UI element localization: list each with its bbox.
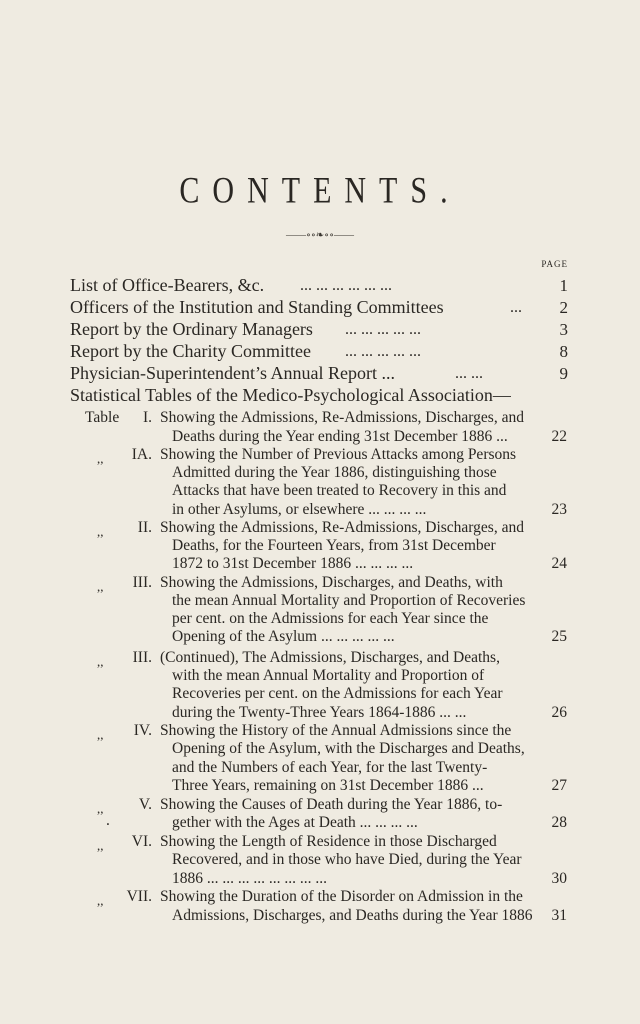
page-number: 1: [559, 276, 568, 295]
table-line: 1872 to 31st December 1886 ... ... ... ...: [172, 555, 414, 572]
stray-mark: .: [106, 812, 110, 829]
page-number: 24: [551, 555, 567, 572]
ditto-mark: ,,: [97, 451, 104, 466]
entry-text: Officers of the Institution and Standing Committees: [70, 297, 444, 317]
ditto-mark: ,,: [97, 838, 104, 853]
leader-dots: ...: [510, 299, 522, 316]
table-number: IA.: [131, 446, 152, 463]
entry-office-bearers[interactable]: [70, 275, 264, 296]
table-number: VII.: [126, 888, 152, 905]
table-line: Deaths, for the Fourteen Years, from 31st December: [172, 537, 496, 554]
ditto-mark: ,,: [97, 801, 104, 816]
table-line: Opening of the Asylum, with the Discharges and Deaths,: [172, 740, 525, 757]
leader-dots: ... ...: [455, 365, 483, 382]
table-line: Showing the Admissions, Re-Admissions, Discharges, and: [160, 409, 524, 426]
ditto-mark: ,,: [97, 654, 104, 669]
ditto-mark: ,,: [97, 893, 104, 908]
page-title: CONTENTS.: [179, 170, 461, 212]
ornament-rule: ——∘∘❧∘∘——: [286, 230, 354, 241]
page-number: 22: [551, 428, 567, 445]
table-line: Admissions, Discharges, and Deaths during the Year 1886: [172, 907, 533, 924]
page-number: 8: [559, 342, 568, 361]
page-number: 3: [559, 320, 568, 339]
table-line: Recovered, and in those who have Died, during the Year: [172, 851, 522, 868]
leader-dots: ... ... ... ... ... ...: [300, 277, 392, 294]
page-number: 9: [559, 364, 568, 383]
table-line: Showing the Number of Previous Attacks among Persons: [160, 446, 517, 463]
ditto-mark: ,,: [97, 579, 104, 594]
page-number: 25: [551, 628, 567, 645]
entry-officers[interactable]: [70, 297, 444, 318]
page-number: 30: [551, 870, 567, 887]
table-number: IV.: [133, 722, 152, 739]
table-number: V.: [138, 796, 152, 813]
entry-text: Report by the Ordinary Managers: [70, 319, 313, 339]
entry-text: Physician-Superintendent’s Annual Report ...: [70, 363, 395, 383]
table-line: Showing the Causes of Death during the Year 1886, to-: [160, 796, 503, 813]
table-line: Attacks that have been treated to Recovery in this and: [172, 482, 507, 499]
entry-ordinary-managers[interactable]: [70, 319, 313, 340]
entry-text: List of Office-Bearers, &c.: [70, 275, 265, 295]
table-number: III.: [132, 649, 152, 666]
table-line: Showing the Admissions, Discharges, and Deaths, with: [160, 574, 503, 591]
ditto-mark: ,,: [97, 727, 104, 742]
page-number: 26: [551, 704, 567, 721]
page-number: 28: [551, 814, 567, 831]
table-number: III.: [132, 574, 152, 591]
table-line: Deaths during the Year ending 31st December 1886 ...: [172, 428, 508, 445]
table-line: Three Years, remaining on 31st December 1886 ...: [172, 777, 484, 794]
table-number: II.: [137, 519, 152, 536]
table-line: (Continued), The Admissions, Discharges, and Deaths,: [160, 649, 500, 666]
entry-text: Statistical Tables of the Medico-Psychological Association—: [70, 385, 511, 405]
table-line: during the Twenty-Three Years 1864-1886 ... ...: [172, 704, 467, 721]
table-line: per cent. on the Admissions for each Year since the: [172, 610, 489, 627]
page-number: 2: [559, 298, 568, 317]
table-line: Showing the Admissions, Re-Admissions, Discharges, and: [160, 519, 524, 536]
table-number: VI.: [131, 833, 152, 850]
page-number: 27: [551, 777, 567, 794]
page-number: 23: [551, 501, 567, 518]
table-line: Admitted during the Year 1886, distinguishing those: [172, 464, 497, 481]
table-line: Showing the Duration of the Disorder on Admission in the: [160, 888, 523, 905]
table-line: Showing the History of the Annual Admissions since the: [160, 722, 512, 739]
ditto-mark: ,,: [97, 524, 104, 539]
table-line: 1886 ... ... ... ... ... ... ... ...: [172, 870, 327, 887]
leader-dots: ... ... ... ... ...: [345, 343, 421, 360]
table-line: Opening of the Asylum ... ... ... ... ...: [172, 628, 395, 645]
page-number: 31: [551, 907, 567, 924]
table-number: I.: [142, 409, 152, 426]
table-line: with the mean Annual Mortality and Proportion of: [172, 667, 485, 684]
table-label: Table: [85, 409, 120, 426]
table-line: and the Numbers of each Year, for the last Twenty-: [172, 759, 488, 776]
page-column-heading: PAGE: [541, 259, 568, 269]
table-line: gether with the Ages at Death ... ... ... ...: [172, 814, 418, 831]
entry-statistical-tables: [70, 385, 511, 406]
table-line: Recoveries per cent. on the Admissions for each Year: [172, 685, 503, 702]
leader-dots: ... ... ... ... ...: [345, 321, 421, 338]
entry-physician-report[interactable]: [70, 363, 395, 384]
entry-charity-committee[interactable]: [70, 341, 311, 362]
entry-text: Report by the Charity Committee: [70, 341, 311, 361]
table-line: the mean Annual Mortality and Proportion of Recoveries: [172, 592, 526, 609]
table-line: in other Asylums, or elsewhere ... ... ... ...: [172, 501, 427, 518]
table-line: Showing the Length of Residence in those Discharged: [160, 833, 497, 850]
